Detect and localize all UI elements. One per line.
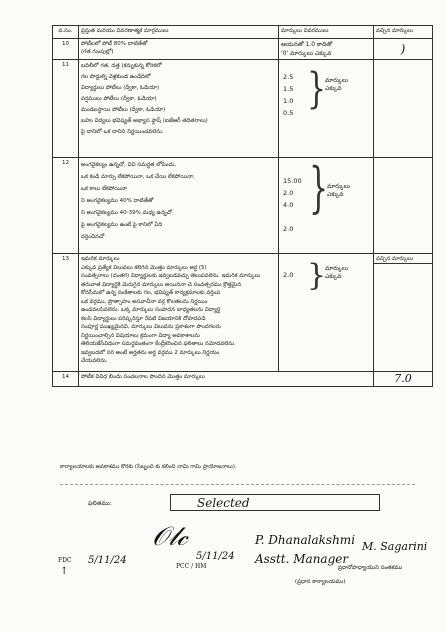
row-description <box>79 372 374 387</box>
desc-line: (గత గుంపుల్లో) <box>81 49 114 55</box>
total-marks: 7.0 <box>374 372 433 387</box>
signature-label-2: PCC / HM <box>176 563 207 570</box>
signature-label-1: FDC <box>58 557 72 564</box>
marks-value: 2.0 <box>283 225 294 233</box>
table-row <box>53 158 433 254</box>
dashed-divider <box>60 484 415 485</box>
desc-line: ఒక కండి మార్పు లేకపోయినా, ఒక చేయి లేకపోయినా, <box>81 174 195 180</box>
desc-line: ఎక్కువ ప్రత్యేక విలువలు కలిగిన మొత్తం మార్కులు అర్ధ (5) <box>81 264 207 271</box>
desc-line: బదిలీలో గత, దత్త (కన్నుకున్న కోరికలో <box>81 63 162 69</box>
desc-line: ని అంగవైకల్యము 40% దాటితేతో <box>81 198 154 204</box>
row-sno: 13 <box>53 254 79 372</box>
row-marks <box>279 60 374 158</box>
row-sno: 14 <box>53 372 79 387</box>
row-given <box>374 60 433 158</box>
signature-name-4: M. Sagarini <box>362 540 428 553</box>
right-brace-icon: } <box>309 157 329 221</box>
table-row <box>53 254 433 372</box>
desc-line: పోటీక వివిధ బిందు సంచలనాల పొందిన మొత్తం మార్కులు <box>81 374 205 380</box>
table-row <box>53 372 433 387</box>
marks-line: ఆయనతో 1.0 కాదితో <box>281 41 333 48</box>
desc-line: వర్తించినచో <box>81 234 105 240</box>
header-given: వచ్చిన మార్కులు <box>374 26 433 39</box>
marks-value: 4.0 <box>283 201 294 209</box>
result-value: Selected <box>170 494 380 511</box>
evaluation-table <box>52 25 433 387</box>
brace-label: ఎక్కువ <box>325 85 342 92</box>
footnote: కార్యాలయాలకు అవకాశము కొరకు (సిబ్బంది కు కలింది నామి గామి ప్రాయోజనాలు). <box>60 464 237 470</box>
marks-value: 2.0 <box>283 189 294 197</box>
desc-line: మండలస్థాయి పోటీలు (ద్వీకా, ఓడియా) <box>81 107 166 113</box>
marks-value: 0.5 <box>283 109 294 117</box>
row-given <box>374 158 433 254</box>
brace-label: మార్కులు <box>327 183 350 190</box>
given-subheader: వచ్చిన మార్కులు <box>374 255 432 264</box>
header-description: ప్రస్తుత మరియు వివరణాత్మక మార్గములు <box>79 26 279 39</box>
desc-line: చేయవలెను. <box>81 358 108 364</box>
desc-line: ఒక వర్గము, ప్రొత్సాహం అసవాచీనా వర్గ కొలతలను నిర్ణయిం <box>81 298 208 305</box>
row-marks <box>279 158 374 254</box>
marks-value: 2.0 <box>283 271 294 279</box>
row-sno: 12 <box>53 158 79 254</box>
signature-date-1: 5/11/24 <box>88 555 127 566</box>
table-header-row <box>53 26 433 39</box>
desc-line: ఉండవలసివలెను. ఒక్క మార్కులు సంపాదన బాధ్యతలను విద్యార్థి <box>81 307 221 313</box>
marks-value: 1.0 <box>283 97 294 105</box>
table-row <box>53 39 433 60</box>
desc-line: పై అంగవైకల్యము ఉంటే పై కానిలో ఏది <box>81 222 163 228</box>
desc-line: బహు విద్యలు భవిష్యత్ అభ్యాస ఫ్లాష్ (ఐజేఆర్ తదితరాలు) <box>81 118 208 124</box>
desc-line: కలసి విద్యార్థులు పరిష్కరిస్తూ రేపటి విజయానికి దోహదపడి <box>81 315 206 322</box>
row-description <box>79 158 279 254</box>
desc-line: ఒక కాలు లేకపోయినా <box>81 186 128 192</box>
row-given <box>374 254 433 372</box>
brace-label: ఎక్కువ <box>327 191 344 198</box>
desc-line: పై దానిలో ఒక దానిని నిర్ణయించవలెను. <box>81 129 164 135</box>
desc-line: అంగవైకల్యం ఉన్నచో, వివి సమర్ధత లోపిందు, <box>81 162 177 168</box>
signature-name-3: P. Dhanalakshmi <box>255 533 356 547</box>
signature-role-3: Asstt. Manager <box>255 552 349 566</box>
brace-label: మార్కులు <box>325 77 348 84</box>
row-description <box>79 60 279 158</box>
signature-sub-4: (ప్రధాన కార్యాలయము) <box>295 579 346 585</box>
desc-line: సంపూర్ణ ముఖ్యమైనవి, మార్కులు విలువను ప్రకాశంగా పొందగలరు <box>81 324 221 330</box>
signature-role-4: ప్రధానోపాధ్యాయుని సంతకము <box>338 565 403 571</box>
header-marks: మార్కులు వివరములు <box>279 26 374 39</box>
desc-line: ని అంగవైకల్యము 40-39% మధ్య ఉన్నచో <box>81 210 172 216</box>
signature-date-2: 5/11/24 <box>196 551 235 562</box>
desc-line: సంవత్సరాలు (దంతగ) విద్యార్థులకు ఇవ్వబడవచ్చు తెలుపవలెను. ఇమరిక మార్కులు <box>81 273 261 279</box>
row-description <box>79 39 279 60</box>
desc-line: ఇవ్వబడలో సరి అంటే అర్హతను అర్ధ వర్గము 2 మార్కులు నిర్ణయం <box>81 349 220 356</box>
brace-label: మార్కులు <box>325 265 348 272</box>
desc-line: నిర్ణయించాల్సిన విషయాలు క్రమంగా విద్యా అవకాశాలను <box>81 332 200 339</box>
desc-line: కోనసీమలో ఉన్న సంకేతాలకు గల, భవిష్యత్ కార్యక్రమాలకు వర్తింప <box>81 290 221 296</box>
desc-line: గల పొద్దుల్ని వెళ్లకుండ ఉండేదిలో <box>81 74 151 80</box>
margin-mark: ↑ <box>60 566 69 577</box>
marks-line: '0' మార్కులు ఎక్కువ <box>281 50 332 57</box>
row-description <box>79 254 279 372</box>
desc-title: ఇమరిక మార్కులు <box>81 256 120 262</box>
desc-line: తెలియజేసేవిధంగా సమర్ధవంతంగా కేంద్రీకరించిన ఫలితాలు నమోదవలెను. <box>81 341 236 347</box>
desc-line: వర్షములు పోటీలు (ద్వీకా, ఓడియా) <box>81 96 157 102</box>
table-row <box>53 60 433 158</box>
marks-value: 2.5 <box>283 73 294 81</box>
desc-line: తరువాత విద్యార్థికి మెరుగైన మార్కులు అయిననా చె సంవత్సరము క్రొత్తమైన <box>81 281 242 288</box>
signature-scribble-1: 𝒪𝓁𝒸 <box>152 522 188 552</box>
desc-line: పోటీలలో పోటీ 80% దాటితేతో <box>81 41 148 47</box>
result-label: ఫలితము: <box>88 500 112 507</box>
brace-label: ఎక్కువ <box>325 273 342 280</box>
right-brace-icon: } <box>307 64 327 114</box>
right-brace-icon: } <box>307 258 327 293</box>
row-marks <box>279 39 374 60</box>
desc-line: విద్యార్థులు పోటీలు (ద్వీకా, ఓడియా) <box>81 85 160 91</box>
row-sno: 11 <box>53 60 79 158</box>
header-sno: వ.సం. <box>53 26 79 39</box>
marks-value: 15.00 <box>283 177 302 185</box>
row-sno: 10 <box>53 39 79 60</box>
marks-value: 1.5 <box>283 85 294 93</box>
row-given: ) <box>374 39 433 60</box>
row-marks <box>279 254 374 372</box>
